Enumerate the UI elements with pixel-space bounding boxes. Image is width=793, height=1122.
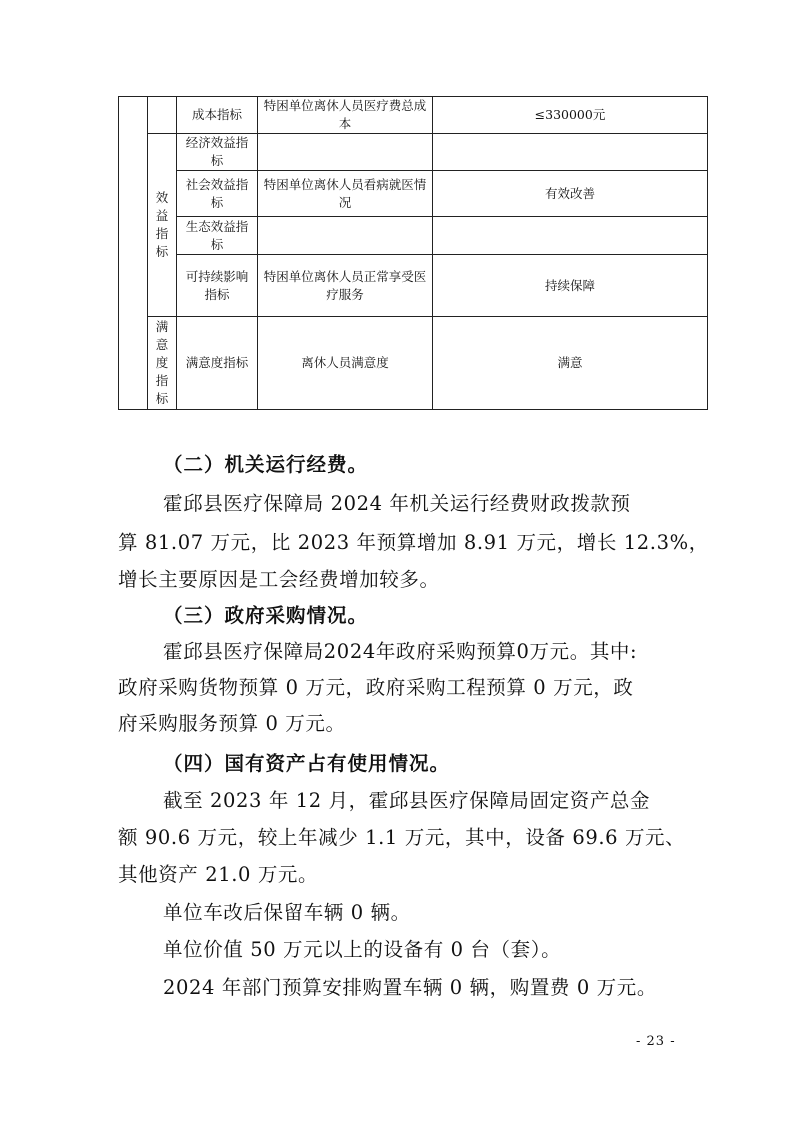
- indicator-cell: 特困单位离休人员医疗费总成本: [258, 97, 433, 134]
- page-number: - 23 -: [636, 1034, 676, 1049]
- level3-cell: 可持续影响指标: [177, 255, 258, 317]
- paragraph-line: 截至 2023 年 12 月，霍邱县医疗保障局固定资产总金: [163, 789, 651, 812]
- paragraph-line: 霍邱县医疗保障局2024年政府采购预算0万元。其中:: [163, 640, 638, 663]
- level3-cell: 成本指标: [177, 97, 258, 134]
- paragraph-line: 单位价值 50 万元以上的设备有 0 台（套）。: [163, 938, 562, 961]
- vertical-char: 意: [155, 337, 169, 352]
- vertical-char: 指: [155, 226, 169, 241]
- table-row: [119, 171, 708, 217]
- paragraph-line: 增长主要原因是工会经费增加较多。: [118, 568, 440, 591]
- paragraph-line: 其他资产 21.0 万元。: [118, 863, 319, 886]
- paragraph-line: 2024 年部门预算安排购置车辆 0 辆，购置费 0 万元。: [163, 976, 657, 999]
- table-row: [119, 255, 708, 317]
- level3-cell: 满意度指标: [177, 317, 258, 410]
- indicator-cell: [258, 134, 433, 171]
- vertical-char: 效: [155, 190, 169, 205]
- level1-cell: [119, 97, 148, 410]
- paragraph-line: 霍邱县医疗保障局 2024 年机关运行经费财政拨款预: [163, 492, 631, 515]
- section-heading: （四）国有资产占有使用情况。: [163, 752, 451, 775]
- benefit-indicator-group: [148, 134, 177, 317]
- vertical-char: 标: [155, 391, 169, 406]
- indicator-cell: 特困单位离休人员看病就医情况: [258, 171, 433, 217]
- level2-cell: [148, 97, 177, 134]
- vertical-char: 标: [155, 244, 169, 259]
- table-row: [119, 97, 708, 134]
- vertical-char: 满: [155, 319, 169, 334]
- vertical-char: 度: [155, 355, 169, 370]
- vertical-char: 指: [155, 373, 169, 388]
- paragraph-line: 政府采购货物预算 0 万元，政府采购工程预算 0 万元，政: [118, 676, 634, 699]
- value-cell: ≤330000元: [433, 97, 708, 134]
- value-cell: 持续保障: [433, 255, 708, 317]
- level3-cell: 经济效益指标: [177, 134, 258, 171]
- indicator-cell: 离休人员满意度: [258, 317, 433, 410]
- table-row: [119, 134, 708, 171]
- value-cell: [433, 134, 708, 171]
- value-cell: 满意: [433, 317, 708, 410]
- paragraph-line: 府采购服务预算 0 万元。: [118, 712, 346, 735]
- paragraph-line: 算 81.07 万元，比 2023 年预算增加 8.91 万元，增长 12.3%，: [118, 531, 709, 554]
- vertical-char: 益: [155, 208, 169, 223]
- section-heading: （三）政府采购情况。: [163, 604, 369, 627]
- section-heading: （二）机关运行经费。: [163, 453, 369, 476]
- table-row: [119, 217, 708, 255]
- value-cell: [433, 217, 708, 255]
- indicator-cell: [258, 217, 433, 255]
- value-cell: 有效改善: [433, 171, 708, 217]
- indicator-cell: 特困单位离休人员正常享受医疗服务: [258, 255, 433, 317]
- level3-cell: 社会效益指标: [177, 171, 258, 217]
- paragraph-line: 单位车改后保留车辆 0 辆。: [163, 901, 411, 924]
- table-row: [119, 317, 708, 410]
- performance-indicator-table: [118, 96, 708, 410]
- satisfaction-indicator-group: [148, 317, 177, 410]
- paragraph-line: 额 90.6 万元，较上年减少 1.1 万元，其中，设备 69.6 万元、: [118, 826, 686, 849]
- level3-cell: 生态效益指标: [177, 217, 258, 255]
